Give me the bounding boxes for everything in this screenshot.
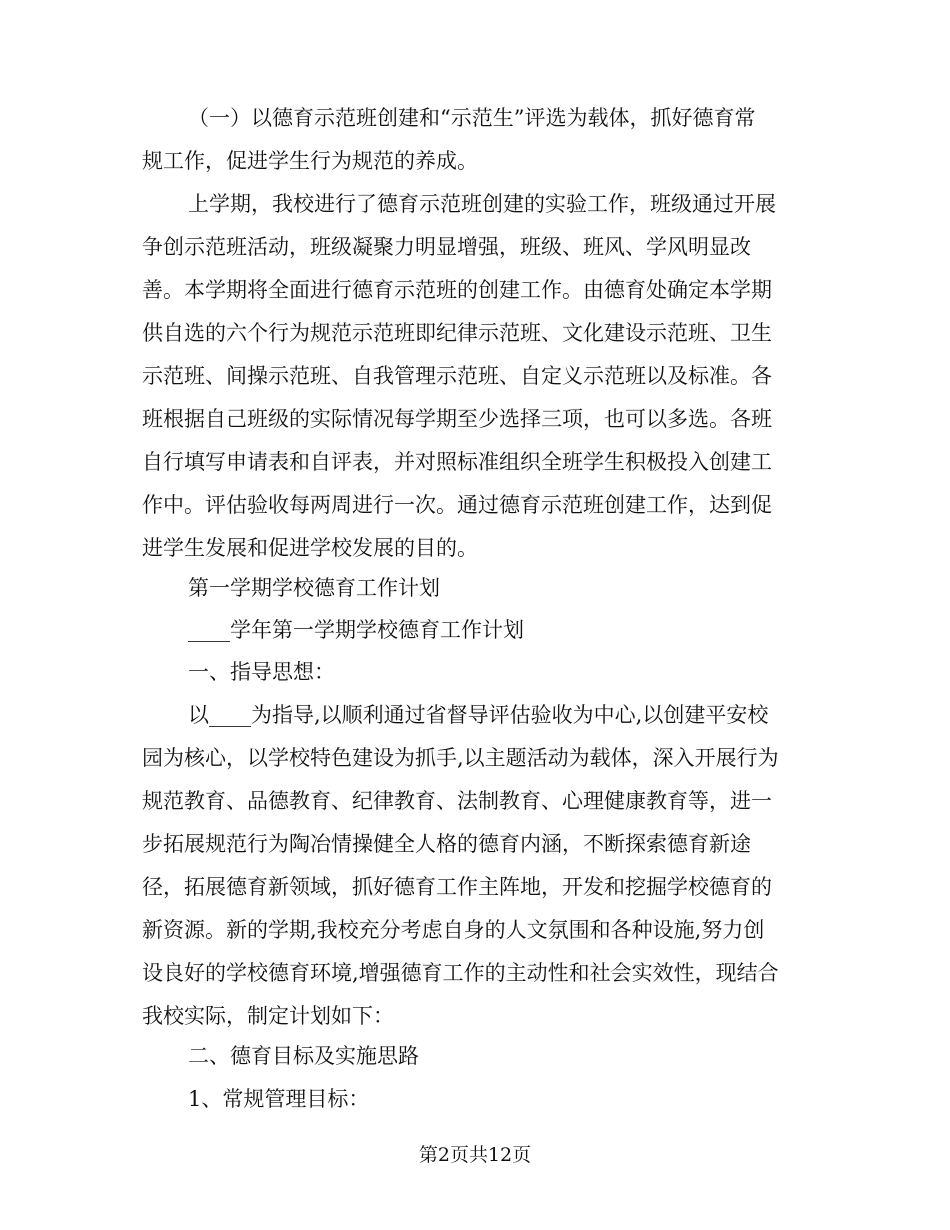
paragraph-line: 设良好的学校德育环境,增强德育工作的主动性和社会实效性，现结合 xyxy=(142,961,779,985)
paragraph-line: 作中。评估验收每两周进行一次。通过德育示范班创建工作，达到促 xyxy=(142,493,772,517)
page-number: 第2页共12页 xyxy=(418,1144,532,1166)
document-title: ____学年第一学期学校德育工作计划 xyxy=(188,618,524,642)
paragraph-line: 善。本学期将全面进行德育示范班的创建工作。由德育处确定本学期 xyxy=(142,278,772,302)
section-heading: 第一学期学校德育工作计划 xyxy=(188,576,440,600)
paragraph-line: 进学生发展和促进学校发展的目的。 xyxy=(142,536,478,560)
paragraph-line: 自行填写申请表和自评表，并对照标准组织全班学生积极投入创建工 xyxy=(142,450,772,474)
paragraph-line: 新资源。新的学期,我校充分考虑自身的人文氛围和各种设施,努力创 xyxy=(142,918,765,942)
paragraph-line: 示范班、间操示范班、自我管理示范班、自定义示范班以及标准。各 xyxy=(142,364,772,388)
paragraph-line: 规范教育、品德教育、纪律教育、法制教育、心理健康教育等，进一 xyxy=(142,789,772,813)
paragraph-line: 规工作，促进学生行为规范的养成。 xyxy=(142,149,478,173)
paragraph-line: 径，拓展德育新领域，抓好德育工作主阵地，开发和挖掘学校德育的 xyxy=(142,875,772,899)
section-heading: 二、德育目标及实施思路 xyxy=(188,1044,419,1068)
paragraph-line: 争创示范班活动，班级凝聚力明显增强，班级、班风、学风明显改 xyxy=(142,235,751,259)
paragraph-line: 上学期，我校进行了德育示范班创建的实验工作，班级通过开展 xyxy=(188,192,776,216)
paragraph-line: 我校实际，制定计划如下： xyxy=(142,1004,394,1028)
section-heading: 一、指导思想： xyxy=(188,660,335,684)
paragraph-line: （一）以德育示范班创建和“示范生”评选为载体，抓好德育常 xyxy=(188,106,756,130)
paragraph-line: 班根据自己班级的实际情况每学期至少选择三项，也可以多选。各班 xyxy=(142,407,772,431)
paragraph-line: 以____为指导,以顺利通过省督导评估验收为中心,以创建平安校 xyxy=(188,703,769,727)
section-heading: 1、常规管理目标： xyxy=(188,1087,370,1111)
paragraph-line: 园为核心，以学校特色建设为抓手,以主题活动为载体，深入开展行为 xyxy=(142,746,779,770)
paragraph-line: 供自选的六个行为规范示范班即纪律示范班、文化建设示范班、卫生 xyxy=(142,321,772,345)
paragraph-line: 步拓展规范行为陶冶情操健全人格的德育内涵，不断探索德育新途 xyxy=(142,832,751,856)
